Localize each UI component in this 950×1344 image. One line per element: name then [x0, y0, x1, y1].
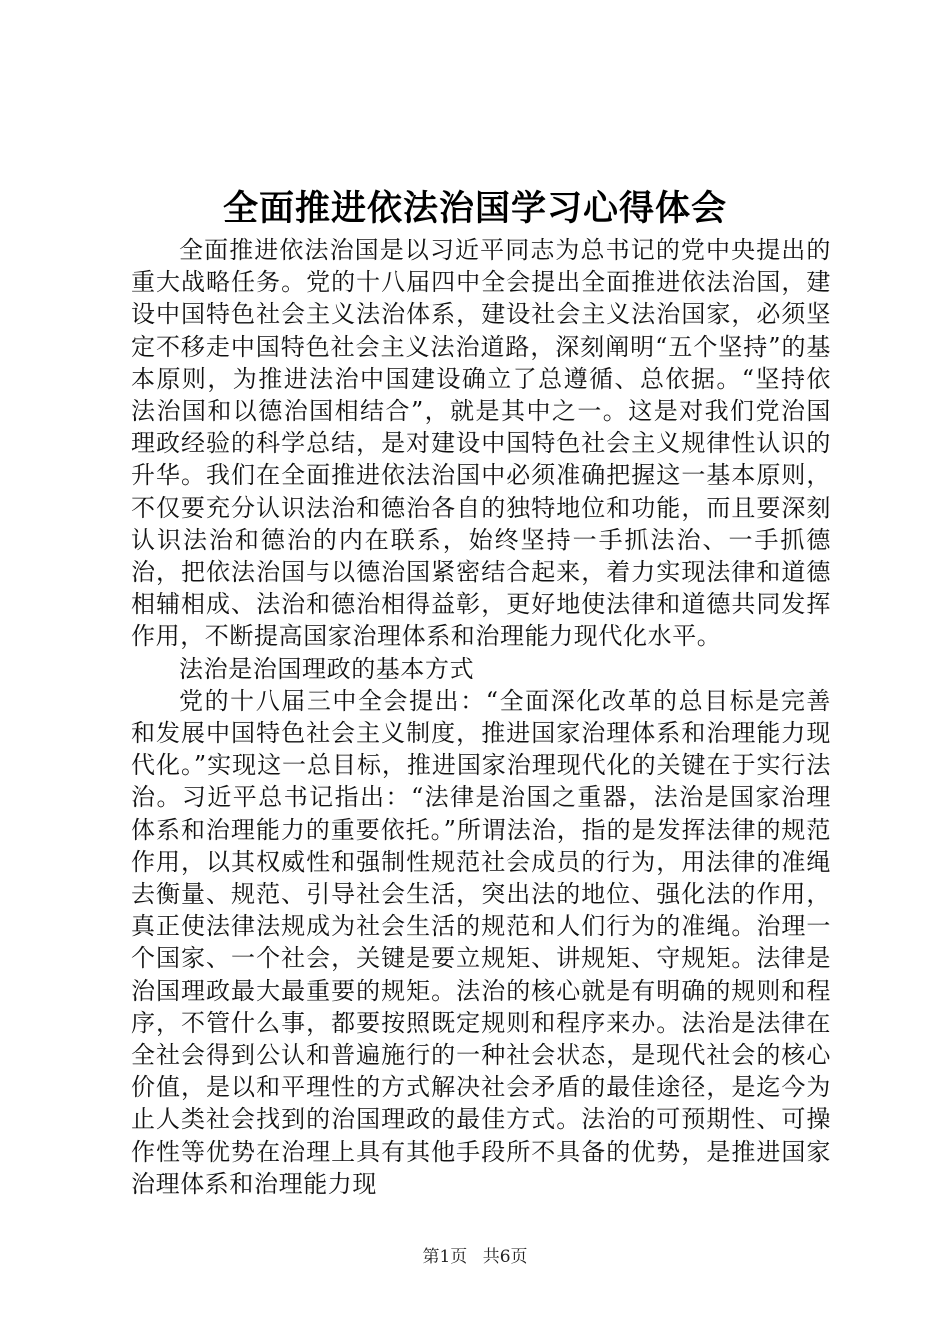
document-title: 全面推进依法治国学习心得体会	[222, 188, 727, 229]
paragraph-intro: 全面推进依法治国是以习近平同志为总书记的党中央提出的重大战略任务。党的十八届四中全会提出全面推进依法治国，建设中国特色社会主义法治体系，建设社会主义法治国家，必须坚定不移走中国特色社会主义法治道路，深刻阐明“五个坚持”的基本原则，为推进法治中国建设确立了总遵循、总依据。“坚持依法治国和以德治国相结合”，就是其中之一。这是对我们党治国理政经验的科学总结，是对建设中国特色社会主义规律性认识的升华。我们在全面推进依法治国中必须准确把握这一基本原则，不仅要充分认识法治和德治各自的独特地位和功能，而且要深刻认识法治和德治的内在联系，始终坚持一手抓法治、一手抓德治，把依法治国与以德治国紧密结合起来，着力实现法律和道德相辅相成、法治和德治相得益彰，更好地使法律和道德共同发挥作用，不断提高国家治理体系和治理能力现代化水平。	[131, 236, 831, 651]
page-total: 共6页	[482, 1247, 528, 1267]
paragraph-rule-of-law: 党的十八届三中全会提出：“全面深化改革的总目标是完善和发展中国特色社会主义制度，推进国家治理体系和治理能力现代化。”实现这一总目标，推进国家治理现代化的关键在于实行法治。习近平总书记指出：“法律是治国之重器，法治是国家治理体系和治理能力的重要依托。”所谓法治，指的是发挥法律的规范作用，以其权威性和强制性规范社会成员的行为，用法律的准绳去衡量、规范、引导社会生活，突出法的地位、强化法的作用，真正使法律法规成为社会生活的规范和人们行为的准绳。治理一个国家、一个社会，关键是要立规矩、讲规矩、守规矩。法律是治国理政最大最重要的规矩。法治的核心就是有明确的规则和程序，不管什么事，都要按照既定规则和程序来办。法治是法律在全社会得到公认和普遍施行的一种社会状态，是现代社会的核心价值，是以和平理性的方式解决社会矛盾的最佳途径，是迄今为止人类社会找到的治国理政的最佳方式。法治的可预期性、可操作性等优势在治理上具有其他手段所不具备的优势，是推进国家治理体系和治理能力现	[131, 686, 831, 1198]
document-body	[131, 234, 831, 1200]
section-heading: 法治是治国理政的基本方式	[179, 654, 475, 683]
page-footer	[0, 1246, 950, 1268]
page-number: 第1页	[422, 1247, 468, 1267]
